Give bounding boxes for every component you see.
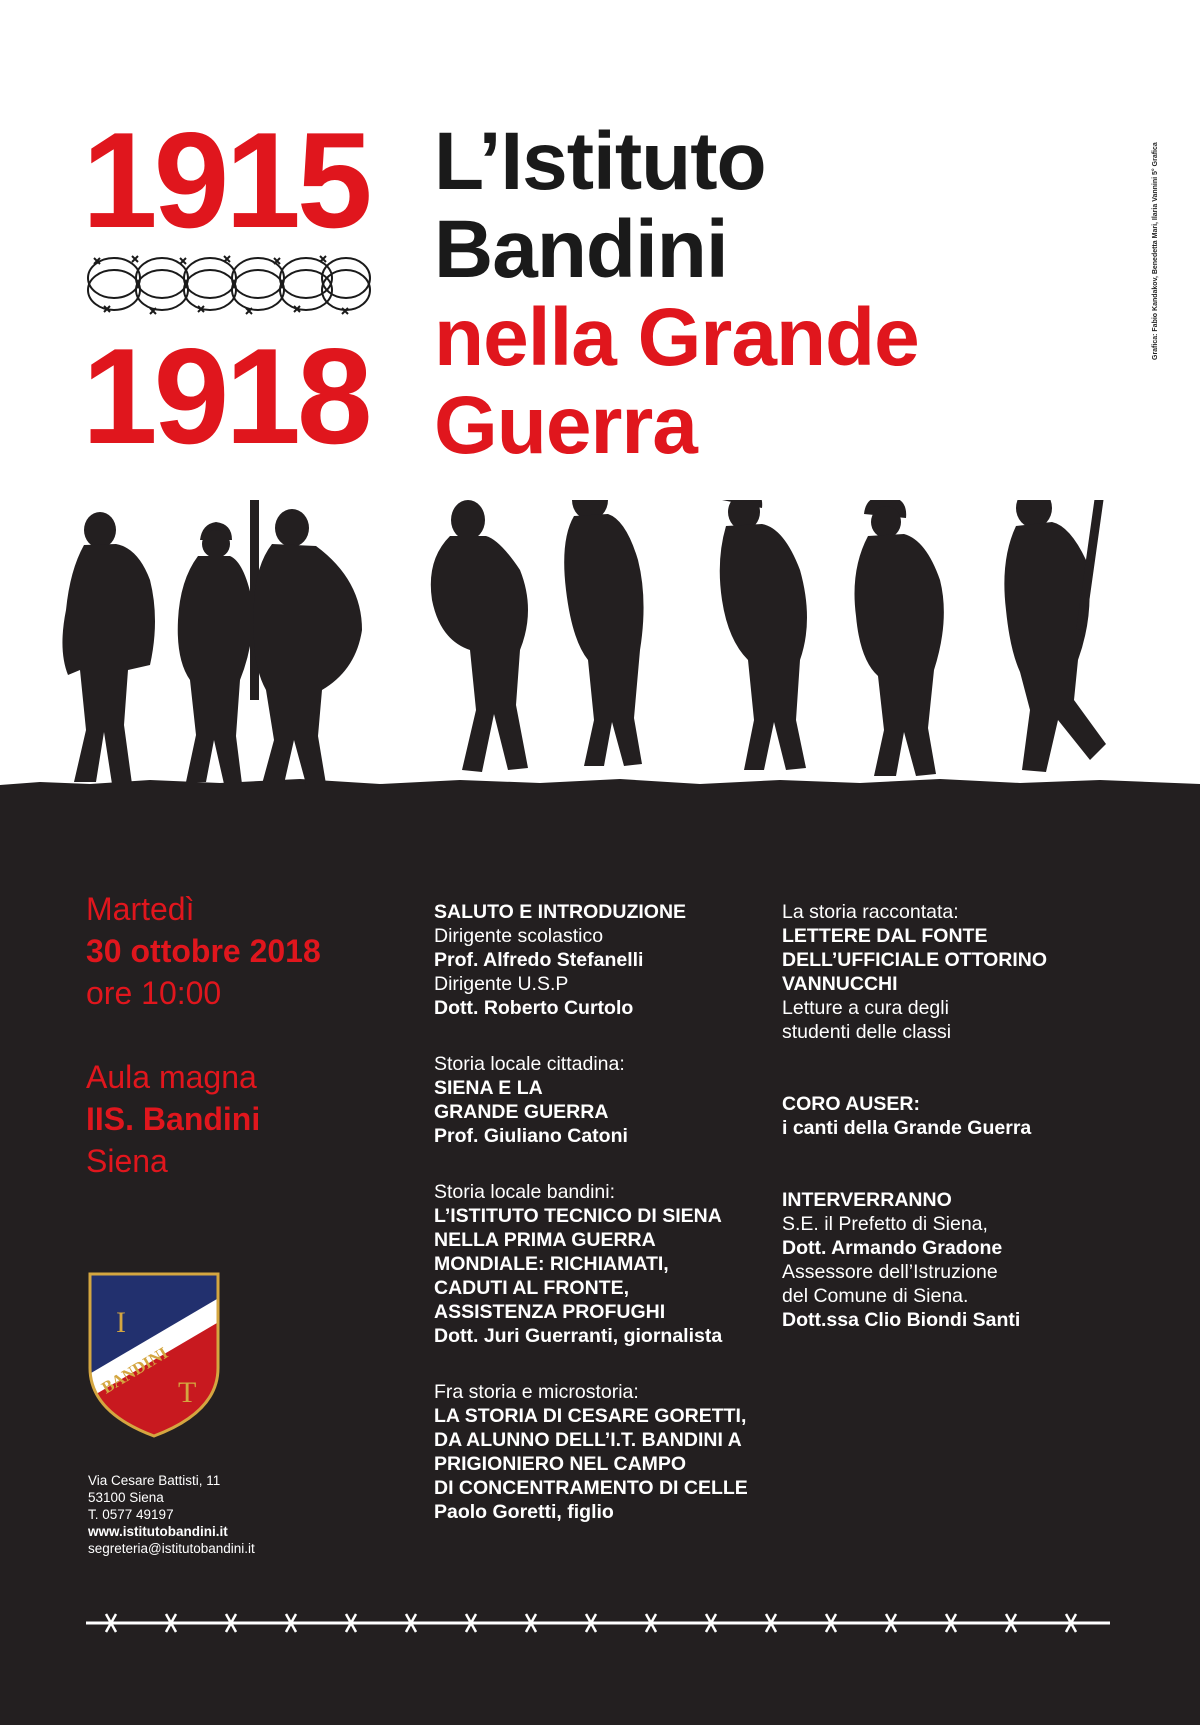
crest-letter-bottom: T: [178, 1376, 197, 1409]
block-line: DA ALUNNO DELL’I.T. BANDINI A: [434, 1429, 742, 1451]
program-column-right: [782, 900, 1112, 1364]
block-line: Dott. Armando Gradone: [782, 1237, 1003, 1259]
block-line: Dott.ssa Clio Biondi Santi: [782, 1309, 1021, 1331]
event-venue-school: IIS. Bandini: [86, 1101, 261, 1137]
program-block-choir: [782, 1092, 1112, 1140]
address-phone: T. 0577 49197: [88, 1507, 174, 1522]
program-column-middle: [434, 900, 794, 1556]
school-crest-logo: [86, 1272, 222, 1438]
block-line: Dott. Roberto Curtolo: [434, 997, 634, 1019]
block-line: DELL’UFFICIALE OTTORINO: [782, 949, 1048, 971]
block-line: DI CONCENTRAMENTO DI CELLE: [434, 1477, 748, 1499]
block-line: S.E. il Prefetto di Siena,: [782, 1213, 988, 1235]
website-link[interactable]: www.istitutobandini.it: [88, 1524, 228, 1539]
crest-letter-top: I: [116, 1306, 126, 1339]
event-day: Martedì: [86, 891, 195, 927]
barbed-wire-icon: [84, 250, 374, 320]
soldiers-silhouette: [0, 500, 1200, 840]
graphics-credit: [1140, 120, 1159, 360]
year-start: 1915: [82, 104, 369, 256]
block-line: L’ISTITUTO TECNICO DI SIENA: [434, 1205, 722, 1227]
block-line: CORO AUSER:: [782, 1093, 920, 1115]
block-line: PRIGIONIERO NEL CAMPO: [434, 1453, 687, 1475]
block-title: SALUTO E INTRODUZIONE: [434, 901, 687, 923]
block-intro: Storia locale bandini:: [434, 1181, 616, 1203]
block-line: CADUTI AL FRONTE,: [434, 1277, 629, 1299]
block-intro: Fra storia e microstoria:: [434, 1381, 639, 1403]
event-info: [86, 888, 321, 1182]
block-line: del Comune di Siena.: [782, 1285, 969, 1307]
block-line: Prof. Giuliano Catoni: [434, 1125, 628, 1147]
block-line: Dirigente U.S.P: [434, 973, 569, 995]
block-line: Paolo Goretti, figlio: [434, 1501, 614, 1523]
address-street: Via Cesare Battisti, 11: [88, 1473, 221, 1488]
title-line-2: Bandini: [434, 204, 728, 295]
poster-title: [434, 118, 919, 470]
address-city: 53100 Siena: [88, 1490, 164, 1505]
year-end: 1918: [82, 320, 369, 472]
program-block-city-history: [434, 1052, 794, 1148]
title-line-3: nella Grande: [434, 292, 919, 383]
block-line: MONDIALE: RICHIAMATI,: [434, 1253, 669, 1275]
block-line: LETTERE DAL FONTE: [782, 925, 988, 947]
block-line: Dirigente scolastico: [434, 925, 604, 947]
block-intro: Storia locale cittadina:: [434, 1053, 625, 1075]
program-block-letters: [782, 900, 1112, 1044]
contact-info: [88, 1472, 255, 1557]
graphics-credit-text: Grafica: Fabio Kandakov, Benedetta Mari, Ilaria Vannini 5° Grafica: [1152, 142, 1159, 360]
block-line: i canti della Grande Guerra: [782, 1117, 1032, 1139]
title-line-1: L’Istituto: [434, 116, 766, 207]
barbed-wire-divider-icon: [86, 1610, 1110, 1636]
block-line: Letture a cura degli: [782, 997, 949, 1019]
title-line-4: Guerra: [434, 380, 697, 471]
email-link[interactable]: segreteria@istitutobandini.it: [88, 1541, 255, 1556]
event-time: ore 10:00: [86, 975, 222, 1011]
block-line: LA STORIA DI CESARE GORETTI,: [434, 1405, 747, 1427]
block-line: GRANDE GUERRA: [434, 1101, 609, 1123]
event-venue-room: Aula magna: [86, 1059, 257, 1095]
block-line: NELLA PRIMA GUERRA: [434, 1229, 656, 1251]
block-line: Assessore dell’Istruzione: [782, 1261, 998, 1283]
block-line: studenti delle classi: [782, 1021, 952, 1043]
block-line: SIENA E LA: [434, 1077, 543, 1099]
event-date: 30 ottobre 2018: [86, 933, 321, 969]
block-line: ASSISTENZA PROFUGHI: [434, 1301, 666, 1323]
program-block-school-history: [434, 1180, 794, 1348]
event-city: Siena: [86, 1143, 168, 1179]
block-line: Prof. Alfredo Stefanelli: [434, 949, 644, 971]
program-block-speakers: [782, 1188, 1112, 1332]
program-block-greeting: [434, 900, 794, 1020]
block-line: VANNUCCHI: [782, 973, 898, 995]
block-line: Dott. Juri Guerranti, giornalista: [434, 1325, 723, 1347]
block-title: INTERVERRANNO: [782, 1189, 952, 1211]
block-intro: La storia raccontata:: [782, 901, 959, 923]
program-block-microhistory: [434, 1380, 794, 1524]
crest-band-text: BANDINI: [98, 1343, 172, 1398]
